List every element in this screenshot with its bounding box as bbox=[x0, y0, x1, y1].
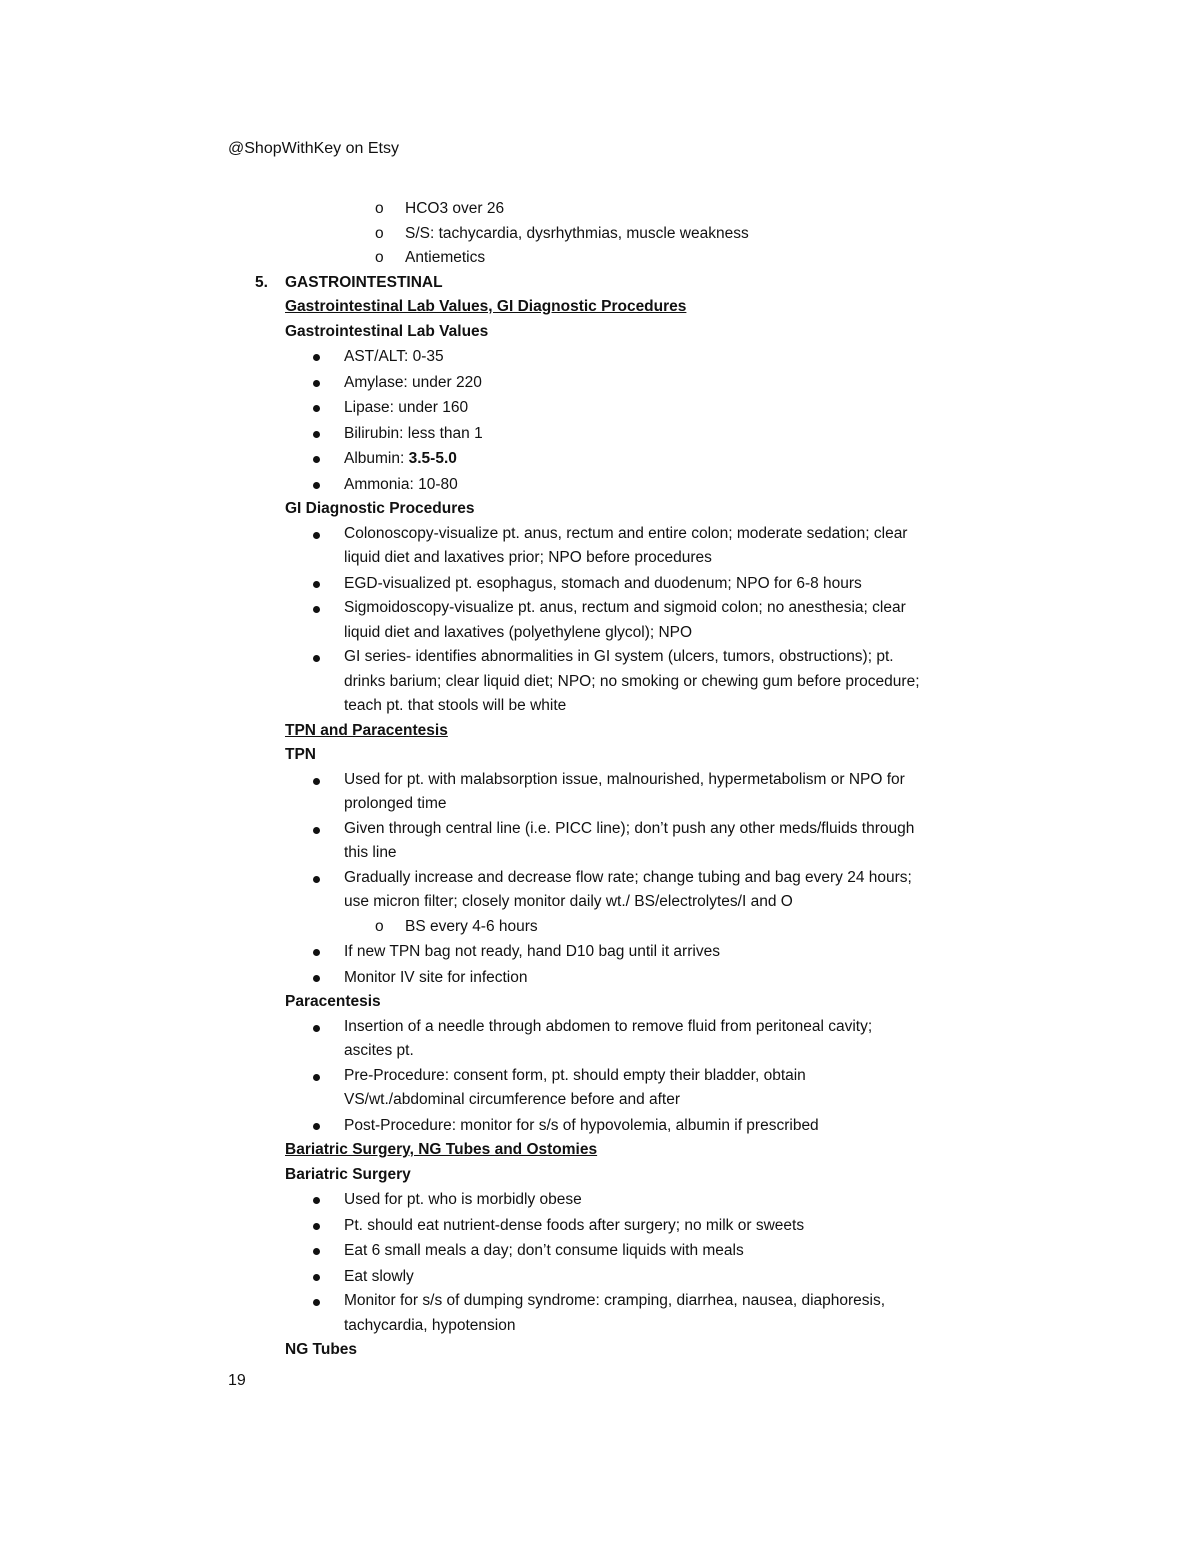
bariatric-heading: Bariatric Surgery bbox=[285, 1165, 411, 1183]
subsection-heading: Gastrointestinal Lab Values, GI Diagnostic Procedures bbox=[285, 298, 687, 315]
subsection-heading: TPN and Paracentesis bbox=[285, 721, 448, 739]
bullet-dot-icon bbox=[313, 1248, 320, 1255]
list-item-continuation: VS/wt./abdominal circumference before and after bbox=[344, 1091, 681, 1108]
list-item bbox=[0, 768, 1200, 793]
sub-item-text: Antiemetics bbox=[405, 249, 486, 266]
sub-bullet-marker: o bbox=[375, 224, 384, 242]
list-item bbox=[0, 1238, 1200, 1264]
bullet-dot-icon bbox=[313, 1223, 320, 1230]
bullet-dot-icon bbox=[313, 1025, 320, 1032]
page-content bbox=[0, 197, 1200, 1363]
sub-bullet-marker: o bbox=[375, 249, 384, 266]
list-item bbox=[0, 915, 1200, 940]
list-item bbox=[0, 472, 1200, 498]
sub-item-text: HCO3 over 26 bbox=[405, 200, 505, 217]
list-item-text: Bilirubin: less than 1 bbox=[344, 424, 483, 442]
list-item bbox=[0, 939, 1200, 965]
list-item bbox=[0, 370, 1200, 396]
bullet-dot-icon bbox=[313, 1074, 320, 1081]
list-item bbox=[0, 645, 1200, 670]
diagnostic-heading: GI Diagnostic Procedures bbox=[285, 500, 475, 517]
list-item bbox=[0, 421, 1200, 447]
section-title bbox=[0, 271, 1200, 296]
subsection-heading: Bariatric Surgery, NG Tubes and Ostomies bbox=[285, 1141, 598, 1158]
list-item-continuation: drinks barium; clear liquid diet; NPO; no smoking or chewing gum before procedure; bbox=[344, 672, 920, 690]
list-item-text: Amylase: under 220 bbox=[344, 373, 482, 391]
list-item-text: Monitor IV site for infection bbox=[344, 968, 528, 986]
bullet-dot-icon bbox=[313, 354, 320, 361]
list-item bbox=[0, 446, 1200, 472]
bullet-dot-icon bbox=[313, 405, 320, 412]
list-item bbox=[0, 1113, 1200, 1139]
list-item-text: Post-Procedure: monitor for s/s of hypovolemia, albumin if prescribed bbox=[344, 1116, 819, 1134]
list-item bbox=[0, 395, 1200, 421]
section-title-text: GASTROINTESTINAL bbox=[285, 273, 443, 291]
list-item-text: Gradually increase and decrease flow rate; change tubing and bag every 24 hours; bbox=[344, 868, 912, 886]
sub-item-text: S/S: tachycardia, dysrhythmias, muscle weakness bbox=[405, 224, 749, 242]
list-item bbox=[0, 246, 1200, 271]
page-number: 19 bbox=[228, 1372, 246, 1389]
bullet-dot-icon bbox=[313, 606, 320, 613]
bullet-dot-icon bbox=[313, 380, 320, 387]
bullet-dot-icon bbox=[313, 1274, 320, 1281]
list-item-text: Pre-Procedure: consent form, pt. should empty their bladder, obtain bbox=[344, 1066, 806, 1084]
list-item-continuation: use micron filter; closely monitor daily wt./ BS/electrolytes/I and O bbox=[344, 893, 793, 910]
list-item-text: Eat slowly bbox=[344, 1267, 414, 1285]
list-item bbox=[0, 1264, 1200, 1290]
list-item-continuation: liquid diet and laxatives (polyethylene glycol); NPO bbox=[344, 623, 693, 641]
list-item-text: Insertion of a needle through abdomen to remove fluid from peritoneal cavity; bbox=[344, 1017, 873, 1035]
list-item-text: EGD-visualized pt. esophagus, stomach and duodenum; NPO for 6-8 hours bbox=[344, 574, 862, 592]
list-item-text: Eat 6 small meals a day; don’t consume liquids with meals bbox=[344, 1242, 744, 1259]
list-item bbox=[0, 965, 1200, 991]
bullet-dot-icon bbox=[313, 975, 320, 982]
list-item bbox=[0, 1015, 1200, 1040]
list-item-text: If new TPN bag not ready, hand D10 bag until it arrives bbox=[344, 943, 720, 960]
list-item-continuation: tachycardia, hypotension bbox=[344, 1316, 516, 1334]
sub-bullet-marker: o bbox=[375, 200, 384, 217]
bullet-dot-icon bbox=[313, 827, 320, 834]
section-number: 5. bbox=[255, 273, 268, 291]
lab-values-heading: Gastrointestinal Lab Values bbox=[285, 322, 489, 340]
bullet-dot-icon bbox=[313, 581, 320, 588]
list-item bbox=[0, 1187, 1200, 1213]
list-item-text: Monitor for s/s of dumping syndrome: cramping, diarrhea, nausea, diaphoresis, bbox=[344, 1292, 886, 1309]
list-item bbox=[0, 344, 1200, 370]
bullet-dot-icon bbox=[313, 1123, 320, 1130]
page-header: @ShopWithKey on Etsy bbox=[228, 140, 399, 157]
list-item-text: AST/ALT: 0-35 bbox=[344, 348, 444, 365]
list-item-text: Given through central line (i.e. PICC line); don’t push any other meds/fluids through bbox=[344, 819, 915, 837]
paracentesis-heading: Paracentesis bbox=[285, 993, 381, 1010]
bullet-dot-icon bbox=[313, 1197, 320, 1204]
list-item bbox=[0, 1213, 1200, 1239]
list-item-text: GI series- identifies abnormalities in GI system (ulcers, tumors, obstructions); pt. bbox=[344, 648, 894, 665]
tpn-heading: TPN bbox=[285, 746, 316, 763]
list-item-continuation: ascites pt. bbox=[344, 1042, 414, 1059]
bullet-dot-icon bbox=[313, 482, 320, 489]
list-item bbox=[0, 222, 1200, 247]
list-item bbox=[0, 596, 1200, 621]
list-item bbox=[0, 1289, 1200, 1314]
bullet-dot-icon bbox=[313, 532, 320, 539]
list-item bbox=[0, 571, 1200, 597]
list-item-continuation: teach pt. that stools will be white bbox=[344, 697, 567, 714]
albumin-value: 3.5-5.0 bbox=[408, 450, 457, 467]
bullet-dot-icon bbox=[313, 949, 320, 956]
bullet-dot-icon bbox=[313, 655, 320, 662]
list-item bbox=[0, 817, 1200, 842]
bullet-dot-icon bbox=[313, 876, 320, 883]
list-item-text: Used for pt. who is morbidly obese bbox=[344, 1191, 582, 1208]
sub-item-text: BS every 4-6 hours bbox=[405, 917, 538, 935]
bullet-dot-icon bbox=[313, 431, 320, 438]
list-item-text: Albumin: bbox=[344, 450, 409, 467]
bullet-dot-icon bbox=[313, 456, 320, 463]
list-item-text: Used for pt. with malabsorption issue, malnourished, hypermetabolism or NPO for bbox=[344, 770, 905, 788]
list-item-text: Ammonia: 10-80 bbox=[344, 475, 458, 493]
list-item bbox=[0, 1064, 1200, 1089]
list-item-text: Lipase: under 160 bbox=[344, 399, 469, 416]
list-item-continuation: this line bbox=[344, 844, 397, 861]
list-item bbox=[0, 522, 1200, 547]
bullet-dot-icon bbox=[313, 1299, 320, 1306]
list-item bbox=[0, 866, 1200, 891]
list-item-continuation: prolonged time bbox=[344, 795, 447, 812]
list-item-text: Colonoscopy-visualize pt. anus, rectum and entire colon; moderate sedation; clear bbox=[344, 524, 908, 542]
ng-tubes-heading: NG Tubes bbox=[285, 1341, 358, 1358]
list-item-text: Pt. should eat nutrient-dense foods after surgery; no milk or sweets bbox=[344, 1216, 805, 1234]
bullet-dot-icon bbox=[313, 778, 320, 785]
list-item-continuation: liquid diet and laxatives prior; NPO before procedures bbox=[344, 549, 712, 566]
list-item bbox=[0, 197, 1200, 222]
sub-bullet-marker: o bbox=[375, 917, 384, 935]
list-item-text: Sigmoidoscopy-visualize pt. anus, rectum and sigmoid colon; no anesthesia; clear bbox=[344, 599, 906, 616]
